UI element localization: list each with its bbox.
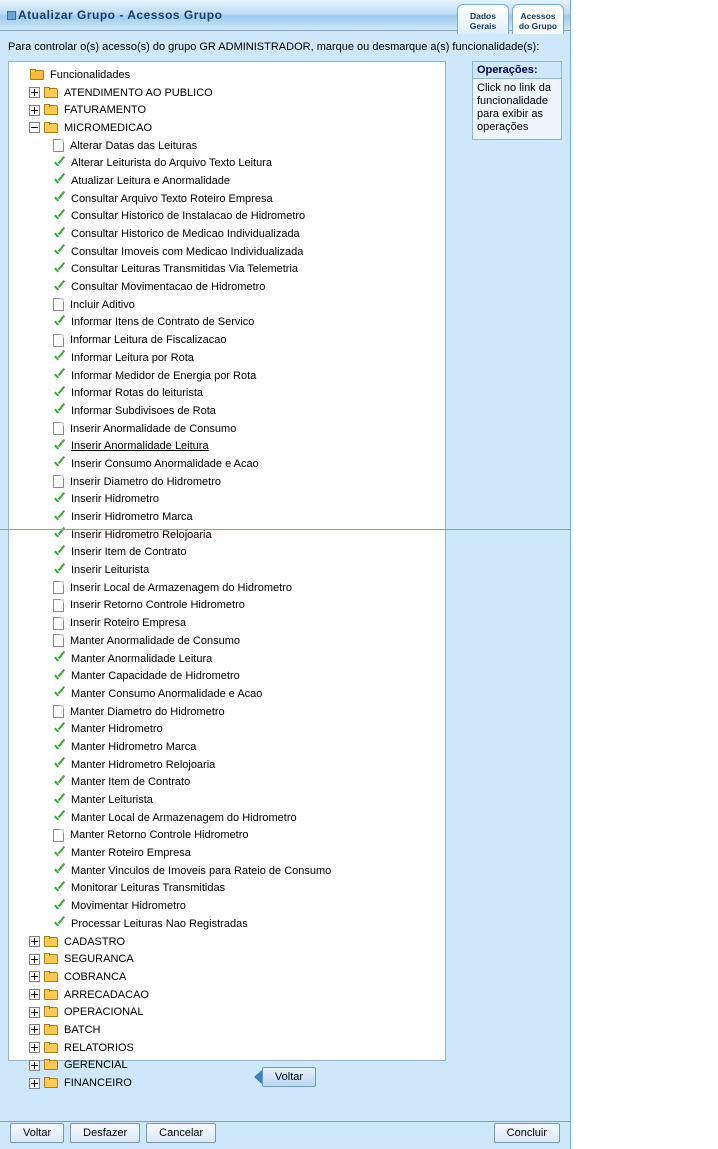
tree-row[interactable] — [9, 296, 445, 314]
tree-item-label[interactable]: Inserir Consumo Anormalidade e Acao — [71, 457, 259, 470]
tree-row[interactable] — [9, 703, 445, 721]
operations-title: Operações: — [473, 62, 561, 79]
folder-icon — [44, 1077, 59, 1089]
folder-icon — [44, 122, 59, 134]
tree-row[interactable] — [9, 915, 445, 933]
document-icon[interactable] — [53, 298, 64, 311]
tree-item-label[interactable]: Manter Diametro do Hidrometro — [70, 705, 225, 718]
checkmark-icon[interactable] — [53, 511, 66, 524]
tree-row[interactable] — [9, 101, 445, 119]
tree-item-label[interactable]: Consultar Imoveis com Medicao Individualizada — [71, 245, 304, 258]
checkmark-icon[interactable] — [53, 281, 66, 294]
document-icon[interactable] — [53, 599, 64, 612]
checkmark-icon[interactable] — [53, 387, 66, 400]
tree-row[interactable] — [9, 84, 445, 102]
tree-row[interactable] — [9, 491, 445, 509]
tree-row[interactable] — [9, 261, 445, 279]
footer-button-bar — [0, 1123, 570, 1143]
checkmark-icon[interactable] — [53, 404, 66, 417]
tree-row[interactable] — [9, 897, 445, 915]
tab-acessos-do-grupo-line2: do Grupo — [518, 21, 558, 31]
collapse-icon[interactable] — [29, 122, 40, 133]
tab-dados-gerais[interactable] — [457, 4, 509, 34]
document-icon[interactable] — [53, 617, 64, 630]
tree-item-label[interactable]: SEGURANCA — [64, 953, 134, 966]
tree-item-label[interactable]: Manter Retorno Controle Hidrometro — [70, 829, 249, 842]
checkmark-icon[interactable] — [53, 776, 66, 789]
tree-row[interactable] — [9, 1003, 445, 1021]
tab-dados-gerais-line2: Gerais — [469, 21, 497, 31]
tree-item-label[interactable]: Inserir Item de Contrato — [71, 546, 187, 559]
tree-row[interactable] — [9, 650, 445, 668]
folder-icon — [44, 953, 59, 965]
checkmark-icon[interactable] — [53, 811, 66, 824]
tree-item-label[interactable]: Incluir Aditivo — [70, 298, 135, 311]
tree-item-label[interactable]: ARRECADACAO — [64, 988, 149, 1001]
expand-icon[interactable] — [29, 1042, 40, 1053]
checkmark-icon[interactable] — [53, 687, 66, 700]
tree-item-label[interactable]: Manter Item de Contrato — [71, 776, 191, 789]
tree-item-label[interactable]: Manter Anormalidade Leitura — [71, 652, 213, 665]
checkmark-icon[interactable] — [53, 882, 66, 895]
checkmark-icon[interactable] — [53, 245, 66, 258]
tree-item-label[interactable]: Inserir Hidrometro Relojoaria — [71, 528, 212, 541]
tree-item-label[interactable]: Consultar Leituras Transmitidas Via Telemetria — [71, 263, 299, 276]
tab-acessos-do-grupo[interactable] — [512, 4, 564, 34]
folder-icon — [44, 104, 59, 116]
tree-item-label[interactable]: Informar Rotas do leiturista — [71, 387, 204, 400]
tree-item-label[interactable]: Inserir Leiturista — [71, 564, 150, 577]
document-icon[interactable] — [53, 139, 64, 152]
cancelar-button[interactable]: Cancelar — [146, 1123, 216, 1143]
tree-item-label[interactable]: FINANCEIRO — [64, 1077, 132, 1090]
tree-item-label[interactable]: Inserir Retorno Controle Hidrometro — [70, 599, 245, 612]
tree-row[interactable] — [9, 225, 445, 243]
tree-row[interactable] — [9, 968, 445, 986]
tree-item-label[interactable]: Manter Local de Armazenagem do Hidrometro — [71, 811, 297, 824]
tab-acessos-do-grupo-line1: Acessos — [520, 11, 556, 21]
expand-icon[interactable] — [29, 1024, 40, 1035]
tree-item-label[interactable]: CADASTRO — [64, 935, 126, 948]
tree-row[interactable] — [9, 384, 445, 402]
checkmark-icon[interactable] — [53, 740, 66, 753]
tree-row[interactable] — [9, 862, 445, 880]
voltar-button[interactable]: Voltar — [10, 1123, 64, 1143]
tree-row[interactable] — [9, 950, 445, 968]
expand-icon[interactable] — [29, 989, 40, 1000]
operations-panel — [472, 61, 562, 140]
tree-item-label[interactable]: Inserir Diametro do Hidrometro — [70, 475, 221, 488]
checkmark-icon[interactable] — [53, 900, 66, 913]
operations-text: Click no link da funcionalidade para exibir as operações — [477, 82, 551, 133]
page-divider — [0, 1121, 570, 1122]
checkmark-icon[interactable] — [53, 794, 66, 807]
tree-item-label[interactable]: Manter Hidrometro — [71, 723, 163, 736]
document-icon[interactable] — [53, 634, 64, 647]
tree-item-label[interactable]: ATENDIMENTO AO PUBLICO — [64, 86, 213, 99]
tree-item-label[interactable]: Manter Leiturista — [71, 794, 153, 807]
tree-item-label[interactable]: Consultar Historico de Instalacao de Hidrometro — [71, 210, 306, 223]
tree-item-label[interactable]: Inserir Hidrometro — [71, 493, 160, 506]
tree-item-label[interactable]: Inserir Local de Armazenagem do Hidrometro — [70, 581, 292, 594]
tree-row[interactable] — [9, 190, 445, 208]
tree-row[interactable] — [9, 437, 445, 455]
tree-row[interactable] — [9, 420, 445, 438]
instruction-text: Para controlar o(s) acesso(s) do grupo GR ADMINISTRADOR, marque ou desmarque a(s) funcionalidade(s): — [8, 41, 540, 53]
tree-row[interactable] — [9, 473, 445, 491]
tab-bar — [454, 0, 564, 34]
tree-item-label[interactable]: Movimentar Hidrometro — [71, 900, 186, 913]
window-icon — [7, 11, 16, 20]
tree-item-label[interactable]: BATCH — [64, 1023, 101, 1036]
document-icon[interactable] — [53, 829, 64, 842]
checkmark-icon[interactable] — [53, 210, 66, 223]
tree-item-label[interactable]: Inserir Anormalidade Leitura — [71, 440, 209, 453]
folder-icon — [44, 989, 59, 1001]
tree-item-label[interactable]: RELATORIOS — [64, 1041, 134, 1054]
tree-row[interactable] — [9, 791, 445, 809]
tree-item-label[interactable]: GERENCIAL — [64, 1059, 128, 1072]
tree-item-label[interactable]: Atualizar Leitura e Anormalidade — [71, 174, 230, 187]
tree-item-label[interactable]: Alterar Leiturista do Arquivo Texto Leitura — [71, 157, 272, 170]
tree-item-label[interactable]: COBRANCA — [64, 970, 127, 983]
document-icon[interactable] — [53, 475, 64, 488]
checkmark-icon[interactable] — [53, 174, 66, 187]
tree-row[interactable] — [9, 278, 445, 296]
folder-icon — [30, 69, 45, 81]
tree-row[interactable] — [9, 1039, 445, 1057]
tree-item-label[interactable]: Manter Hidrometro Marca — [71, 740, 197, 753]
tree-item-label[interactable]: MICROMEDICAO — [64, 121, 152, 134]
checkmark-icon[interactable] — [53, 493, 66, 506]
tree-item-label[interactable]: Manter Vinculos de Imoveis para Rateio de Consumo — [71, 864, 332, 877]
tree-row[interactable] — [9, 579, 445, 597]
folder-icon — [44, 87, 59, 99]
tree-item-label[interactable]: Alterar Datas das Leituras — [70, 139, 198, 152]
expand-icon[interactable] — [29, 1078, 40, 1089]
tree-row[interactable] — [9, 154, 445, 172]
checkmark-icon[interactable] — [53, 263, 66, 276]
tree-item-label[interactable]: Informar Medidor de Energia por Rota — [71, 369, 257, 382]
expand-icon[interactable] — [29, 971, 40, 982]
tree-item-label[interactable]: Processar Leituras Nao Registradas — [71, 917, 248, 930]
checkmark-icon[interactable] — [53, 652, 66, 665]
window-title-bar — [0, 0, 570, 31]
checkmark-icon[interactable] — [53, 546, 66, 559]
tree-item-label[interactable]: Monitorar Leituras Transmitidas — [71, 882, 226, 895]
tree-item-label[interactable]: Consultar Arquivo Texto Roteiro Empresa — [71, 192, 273, 205]
checkmark-icon[interactable] — [53, 564, 66, 577]
page-divider — [0, 529, 570, 530]
tree-item-label[interactable]: Inserir Anormalidade de Consumo — [70, 422, 237, 435]
tree-item-label[interactable]: OPERACIONAL — [64, 1006, 144, 1019]
page-title: Atualizar Grupo - Acessos Grupo — [18, 8, 223, 22]
tree-item-label[interactable]: Informar Subdivisoes de Rota — [71, 404, 216, 417]
tree-row[interactable] — [9, 119, 445, 137]
tree-row[interactable] — [9, 720, 445, 738]
expand-icon[interactable] — [29, 954, 40, 965]
tree-item-label[interactable]: Manter Consumo Anormalidade e Acao — [71, 687, 263, 700]
checkmark-icon[interactable] — [53, 723, 66, 736]
folder-icon — [44, 971, 59, 983]
folder-icon — [44, 936, 59, 948]
tree-item-label[interactable]: FATURAMENTO — [64, 104, 147, 117]
checkmark-icon[interactable] — [53, 157, 66, 170]
tree-row[interactable] — [9, 685, 445, 703]
document-icon[interactable] — [53, 422, 64, 435]
tree-row[interactable] — [9, 614, 445, 632]
document-icon[interactable] — [53, 334, 64, 347]
expand-icon[interactable] — [29, 105, 40, 116]
tree-row[interactable] — [9, 597, 445, 615]
tree-item-label[interactable]: Informar Itens de Contrato de Servico — [71, 316, 255, 329]
back-button[interactable]: Voltar — [262, 1067, 316, 1087]
tree-row[interactable] — [9, 349, 445, 367]
tree-item-label[interactable]: Manter Capacidade de Hidrometro — [71, 670, 240, 683]
concluir-button[interactable]: Concluir — [494, 1123, 560, 1143]
expand-icon[interactable] — [29, 1060, 40, 1071]
checkmark-icon[interactable] — [53, 847, 66, 860]
tree-item-label[interactable]: Consultar Historico de Medicao Individualizada — [71, 228, 300, 241]
tree-row[interactable] — [9, 137, 445, 155]
checkmark-icon[interactable] — [53, 228, 66, 241]
checkmark-icon[interactable] — [53, 917, 66, 930]
desktop-background — [571, 0, 718, 1149]
tree-item-label[interactable]: Manter Roteiro Empresa — [71, 847, 191, 860]
tree-row[interactable] — [9, 508, 445, 526]
checkmark-icon[interactable] — [53, 369, 66, 382]
folder-icon — [44, 1059, 59, 1071]
folder-icon — [44, 1006, 59, 1018]
tree-row[interactable] — [9, 402, 445, 420]
tree-row[interactable] — [9, 367, 445, 385]
checkmark-icon[interactable] — [53, 670, 66, 683]
tree-row[interactable] — [9, 632, 445, 650]
tree-row[interactable] — [9, 455, 445, 473]
tree-row[interactable] — [9, 172, 445, 190]
checkmark-icon[interactable] — [53, 528, 66, 541]
expand-icon[interactable] — [29, 1007, 40, 1018]
tree-row[interactable] — [9, 331, 445, 349]
tree-row[interactable] — [9, 1057, 445, 1075]
tree-row[interactable] — [9, 314, 445, 332]
tree-row[interactable] — [9, 561, 445, 579]
folder-icon — [44, 1042, 59, 1054]
checkmark-icon[interactable] — [53, 316, 66, 329]
tree-item-label[interactable]: Inserir Roteiro Empresa — [70, 617, 187, 630]
tree-row[interactable] — [9, 880, 445, 898]
tree-row[interactable] — [9, 986, 445, 1004]
expand-icon[interactable] — [29, 87, 40, 98]
tree-item-label[interactable]: Consultar Movimentacao de Hidrometro — [71, 281, 266, 294]
tree-row[interactable] — [9, 827, 445, 845]
tree-item-label[interactable]: Funcionalidades — [50, 68, 131, 81]
tree-row[interactable] — [9, 774, 445, 792]
tree-row[interactable] — [9, 1021, 445, 1039]
document-icon[interactable] — [53, 705, 64, 718]
checkmark-icon[interactable] — [53, 457, 66, 470]
tree-item-label[interactable]: Manter Hidrometro Relojoaria — [71, 758, 216, 771]
tree-row[interactable] — [9, 243, 445, 261]
checkmark-icon[interactable] — [53, 864, 66, 877]
document-icon[interactable] — [53, 581, 64, 594]
tree-row[interactable] — [9, 66, 445, 84]
checkmark-icon[interactable] — [53, 351, 66, 364]
desfazer-button[interactable]: Desfazer — [70, 1123, 140, 1143]
tree-item-label[interactable]: Inserir Hidrometro Marca — [71, 511, 193, 524]
tree-row[interactable] — [9, 544, 445, 562]
tree-row[interactable] — [9, 1074, 445, 1092]
checkmark-icon[interactable] — [53, 192, 66, 205]
expand-icon[interactable] — [29, 936, 40, 947]
tree-item-label[interactable]: Manter Anormalidade de Consumo — [70, 634, 240, 647]
tab-dados-gerais-line1: Dados — [470, 11, 496, 21]
tree-row[interactable] — [9, 809, 445, 827]
tree-row[interactable] — [9, 667, 445, 685]
tree-item-label[interactable]: Informar Leitura de Fiscalizacao — [70, 334, 227, 347]
tree-row[interactable] — [9, 738, 445, 756]
tree-row[interactable] — [9, 844, 445, 862]
tree-row[interactable] — [9, 933, 445, 951]
folder-icon — [44, 1024, 59, 1036]
tree-row[interactable] — [9, 756, 445, 774]
checkmark-icon[interactable] — [53, 758, 66, 771]
tree-row[interactable] — [9, 208, 445, 226]
checkmark-icon[interactable] — [53, 440, 66, 453]
tree-item-label[interactable]: Informar Leitura por Rota — [71, 351, 194, 364]
